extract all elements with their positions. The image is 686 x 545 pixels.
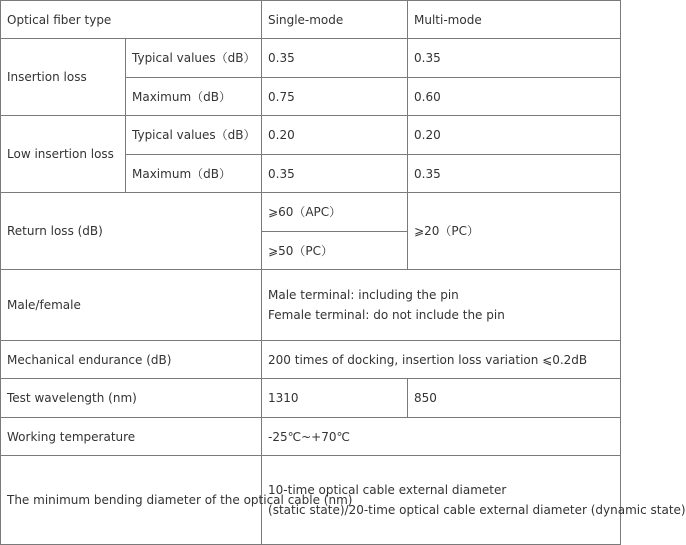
bending-value: [262, 456, 686, 545]
header-label: Optical fiber type: [1, 1, 262, 39]
insertion-loss-label: Insertion loss: [1, 39, 126, 116]
temperature-label: Working temperature: [1, 418, 262, 456]
bending-label: The minimum bending diameter of the optical cable (nm): [1, 456, 262, 545]
wavelength-single: 1310: [262, 379, 408, 418]
insertion-loss-typical-multi: 0.35: [408, 39, 621, 78]
header-row: [1, 1, 621, 39]
mechanical-row: [1, 341, 621, 379]
insertion-loss-typical-label: Typical values（dB）: [126, 39, 262, 78]
male-female-line2: Female terminal: do not include the pin: [268, 308, 505, 322]
return-loss-apc-row: [1, 193, 621, 232]
male-female-label: Male/female: [1, 270, 262, 341]
return-loss-single-apc: ⩾60（APC）: [262, 193, 408, 232]
temperature-value: -25℃~+70℃: [262, 418, 621, 456]
male-female-row: [1, 270, 621, 341]
low-insertion-loss-typical-single: 0.20: [262, 116, 408, 155]
temperature-row: [1, 418, 621, 456]
header-multi-mode: Multi-mode: [408, 1, 621, 39]
bending-row: [1, 456, 621, 545]
male-female-value: [262, 270, 621, 341]
low-insertion-loss-typical-multi: 0.20: [408, 116, 621, 155]
insertion-loss-max-single: 0.75: [262, 78, 408, 116]
bending-line2: (static state)/20-time optical cable external diameter (dynamic state): [268, 503, 686, 517]
bending-line1: 10-time optical cable external diameter: [268, 483, 507, 497]
low-insertion-loss-max-single: 0.35: [262, 155, 408, 193]
insertion-loss-typical-row: [1, 39, 621, 78]
low-insertion-loss-max-label: Maximum（dB）: [126, 155, 262, 193]
low-insertion-loss-max-multi: 0.35: [408, 155, 621, 193]
wavelength-row: [1, 379, 621, 418]
insertion-loss-max-label: Maximum（dB）: [126, 78, 262, 116]
insertion-loss-typical-single: 0.35: [262, 39, 408, 78]
wavelength-multi: 850: [408, 379, 621, 418]
return-loss-single-pc: ⩾50（PC）: [262, 232, 408, 270]
return-loss-multi-pc: ⩾20（PC）: [408, 193, 621, 270]
mechanical-label: Mechanical endurance (dB): [1, 341, 262, 379]
low-insertion-loss-typical-row: [1, 116, 621, 155]
low-insertion-loss-typical-label: Typical values（dB）: [126, 116, 262, 155]
insertion-loss-max-multi: 0.60: [408, 78, 621, 116]
mechanical-value: 200 times of docking, insertion loss variation ⩽0.2dB: [262, 341, 621, 379]
male-female-line1: Male terminal: including the pin: [268, 288, 459, 302]
wavelength-label: Test wavelength (nm): [1, 379, 262, 418]
return-loss-label: Return loss (dB): [1, 193, 262, 270]
header-single-mode: Single-mode: [262, 1, 408, 39]
low-insertion-loss-label: Low insertion loss: [1, 116, 126, 193]
